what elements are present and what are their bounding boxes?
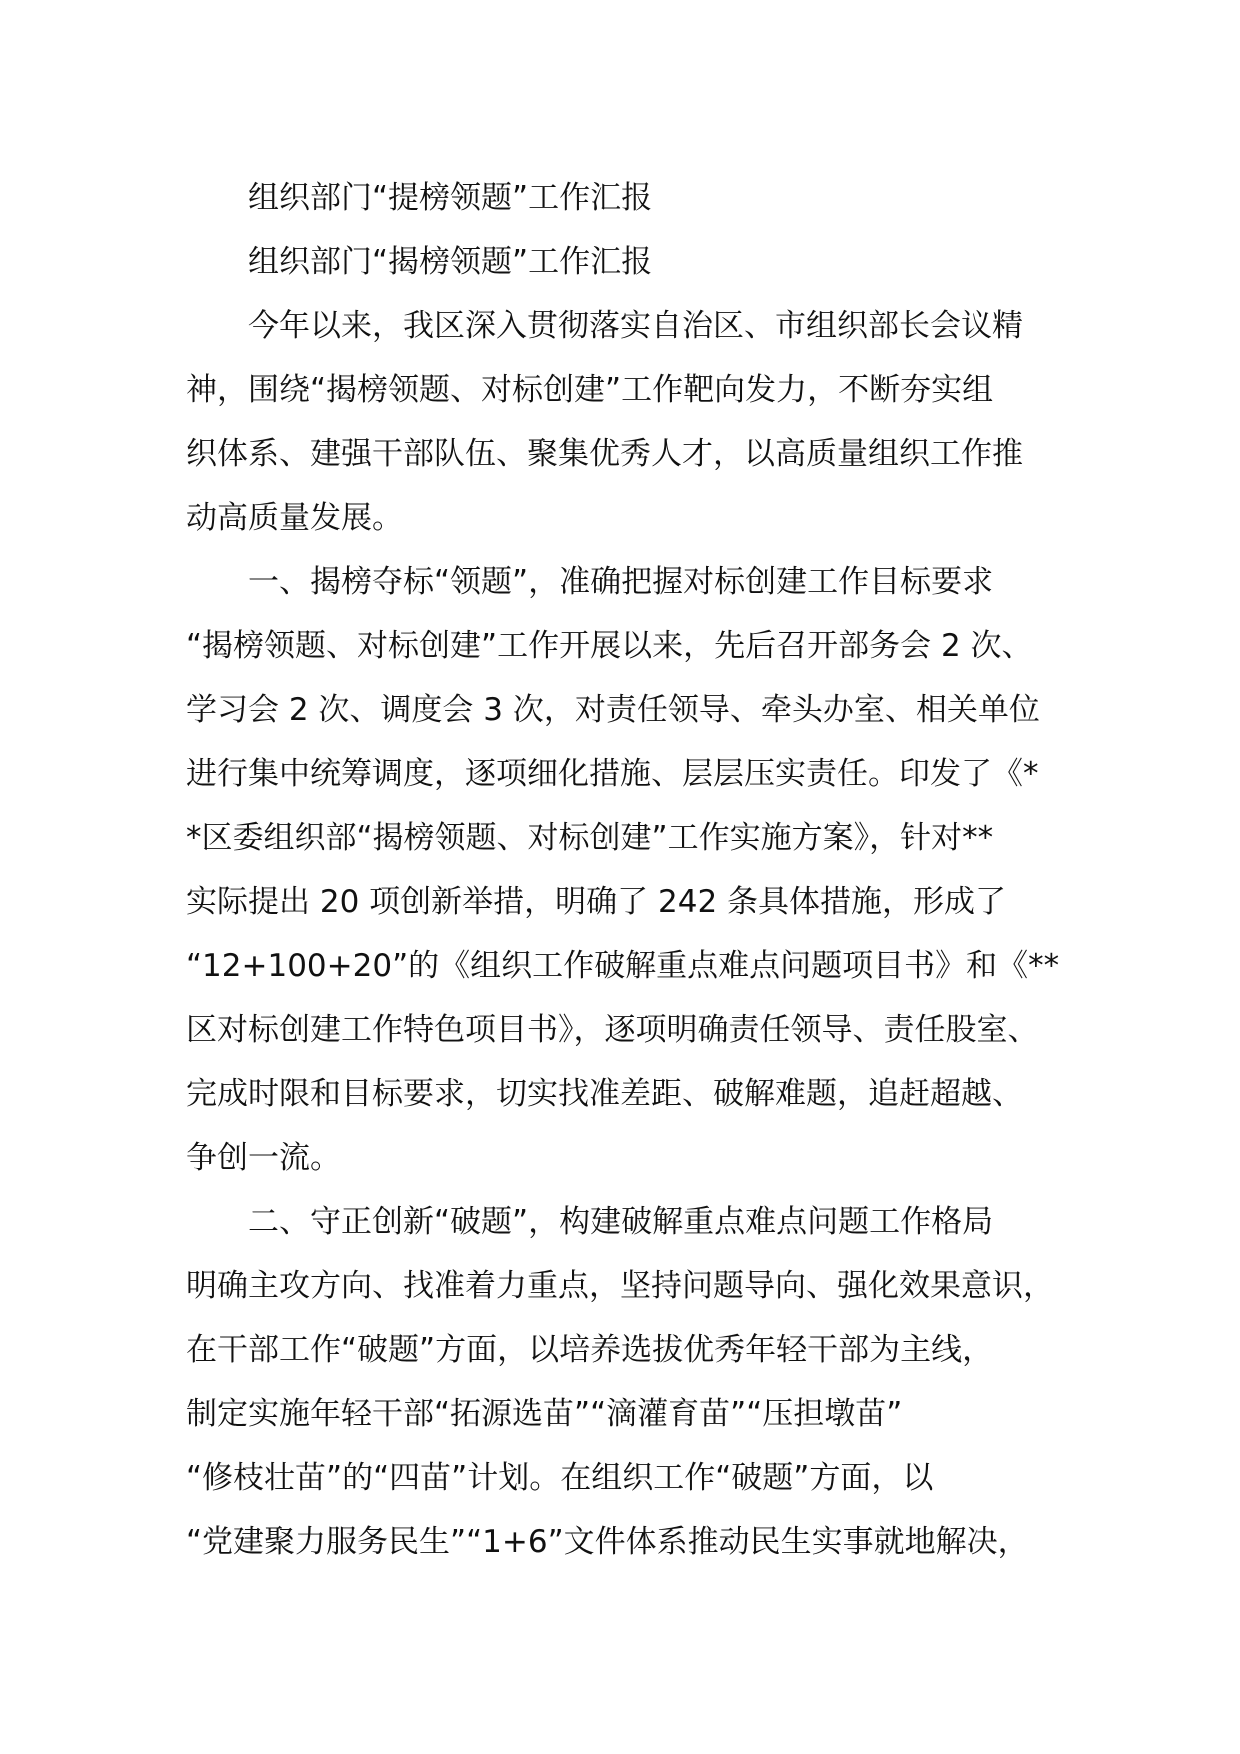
section-2-heading: 二、守正创新“破题”，构建破解重点难点问题工作格局 xyxy=(248,1204,994,1240)
section-1-line: 争创一流。 xyxy=(186,1140,341,1176)
section-1-line: 完成时限和目标要求，切实找准差距、破解难题，追赶超越、 xyxy=(186,1076,1023,1112)
section-2-line: 在干部工作“破题”方面，以培养选拔优秀年轻干部为主线， xyxy=(186,1332,994,1368)
document-body xyxy=(186,166,1066,1574)
section-1-line: *区委组织部“揭榜领题、对标创建”工作实施方案》，针对** xyxy=(186,820,994,856)
section-1-line: 实际提出 20 项创新举措，明确了 242 条具体措施，形成了 xyxy=(186,884,1007,920)
intro-line: 今年以来，我区深入贯彻落实自治区、市组织部长会议精 xyxy=(248,308,1023,344)
section-1-line: 进行集中统筹调度，逐项细化措施、层层压实责任。印发了《* xyxy=(186,756,1039,792)
section-2-line: 明确主攻方向、找准着力重点，坚持问题导向、强化效果意识， xyxy=(186,1268,1054,1304)
section-2-line: 制定实施年轻干部“拓源选苗”“滴灌育苗”“压担墩苗” xyxy=(186,1396,903,1432)
document-title-2: 组织部门“揭榜领题”工作汇报 xyxy=(248,244,653,280)
section-1-line: “12+100+20”的《组织工作破解重点难点问题项目书》和《** xyxy=(186,948,1060,984)
intro-line: 动高质量发展。 xyxy=(186,500,403,536)
section-2-line: “党建聚力服务民生”“1+6”文件体系推动民生实事就地解决， xyxy=(186,1524,1029,1560)
section-1-line: 学习会 2 次、调度会 3 次，对责任领导、牵头办室、相关单位 xyxy=(186,692,1040,728)
section-1-line: “揭榜领题、对标创建”工作开展以来，先后召开部务会 2 次、 xyxy=(186,628,1033,664)
section-2-line: “修枝壮苗”的“四苗”计划。在组织工作“破题”方面，以 xyxy=(186,1460,934,1496)
intro-line: 织体系、建强干部队伍、聚集优秀人才，以高质量组织工作推 xyxy=(186,436,1023,472)
section-1-line: 区对标创建工作特色项目书》，逐项明确责任领导、责任股室、 xyxy=(186,1012,1039,1048)
document-title-1: 组织部门“提榜领题”工作汇报 xyxy=(248,180,653,216)
intro-line: 神，围绕“揭榜领题、对标创建”工作靶向发力，不断夯实组 xyxy=(186,372,994,408)
section-1-heading: 一、揭榜夺标“领题”，准确把握对标创建工作目标要求 xyxy=(248,564,994,600)
